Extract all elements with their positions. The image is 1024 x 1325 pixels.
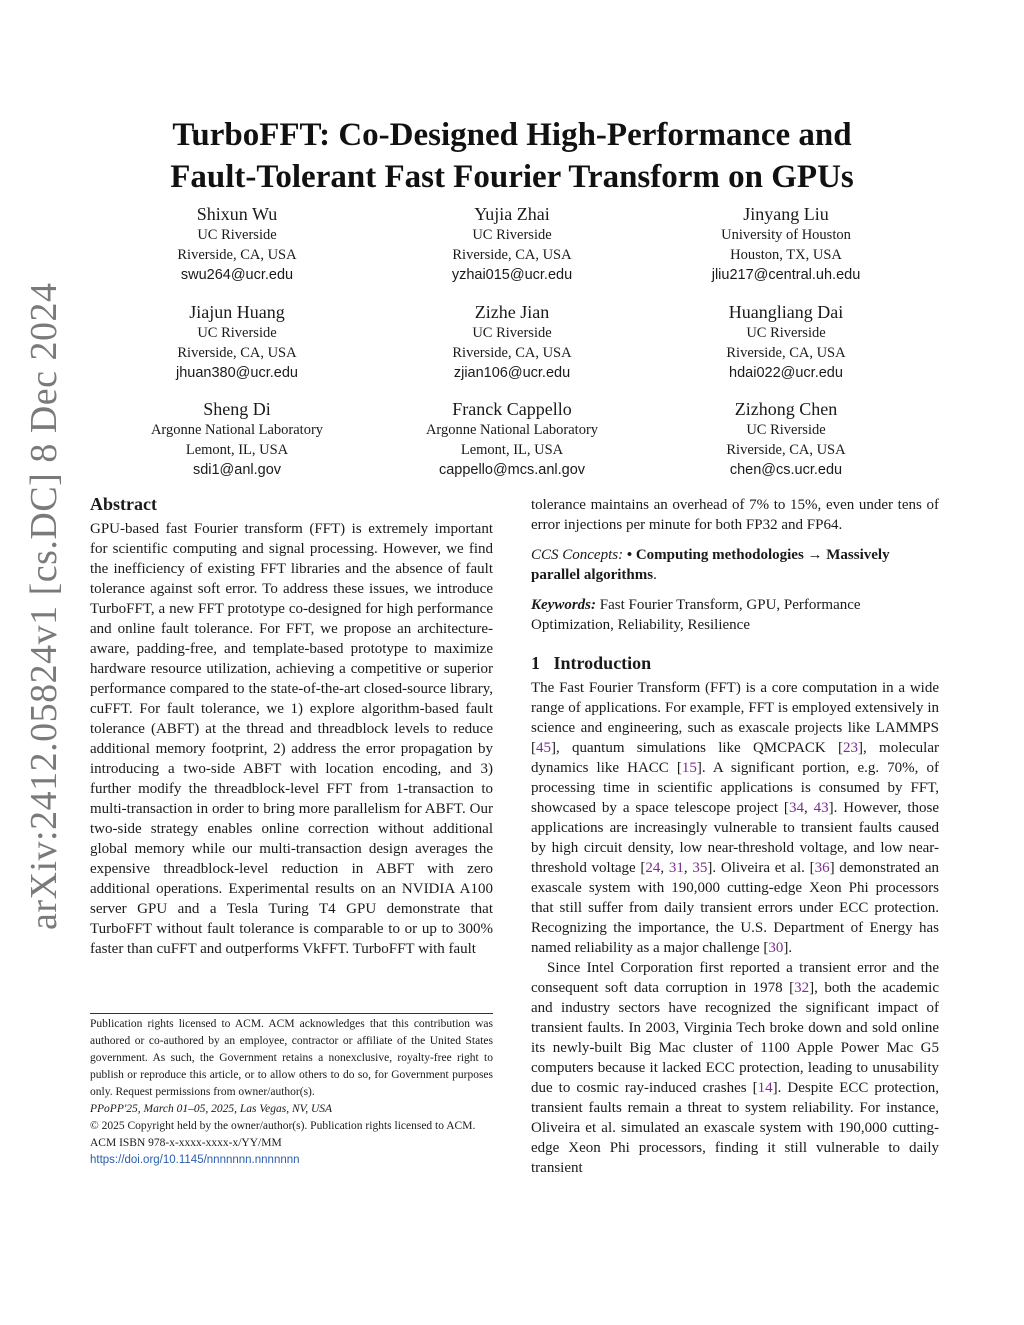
author-email[interactable]: sdi1@anl.gov: [192, 462, 282, 478]
venue-line: PPoPP'25, March 01–05, 2025, Las Vegas, NV, USA: [90, 1103, 333, 1115]
author-name: Yujia Zhai: [474, 204, 550, 224]
citation-link[interactable]: 32: [794, 980, 810, 996]
title-line-1: TurboFFT: Co-Designed High-Performance and: [172, 117, 852, 153]
intro-text-run: ], molecular dynamics like HACC [: [531, 740, 939, 776]
keywords: [531, 595, 939, 635]
intro-text-run: ,: [803, 800, 814, 816]
intro-paragraph-1: [531, 678, 939, 958]
abstract-text: GPU-based fast Fourier transform (FFT) is extremely important for scientific computing and signal processing. However, we find the inefficiency of existing FFT libraries and the absence of fault tolerance against soft error. To address these issues, we introduce TurboFFT, a new FFT prototype co-designed for high performance and online fault tolerance. For FFT, we propose an architecture-aware, padding-free, and template-based prototype to maximize hardware resource utilization, achieving a competitive or superior performance compared to the state-of-the-art closed-source library, cuFFT. For fault tolerance, we 1) explore algorithm-based fault tolerance (ABFT) at the thread and threadblock levels to reduce additional memory footprint, 2) address the error propagation by introducing a two-side ABFT with location encoding, and 3) further modify the threadblock-level FFT from 1-transaction to multi-transaction in order to bring more parallelism for ABFT. Our two-side strategy enables online correction without additional global memory while our multi-transaction design averages the expensive threadblock-level reduction in ABFT with zero additional operations. Experimental results on an NVIDIA A100 server GPU and a Tesla Turing T4 GPU demonstrate that TurboFFT without fault tolerance is comparable to or up to 300% faster than cuFFT and outperforms VkFFT. TurboFFT with fault: [90, 521, 493, 957]
intro-text-run: The Fast Fourier Transform (FFT) is a core computation in a wide range of applications. For example, FFT is employed extensively in science and engineering, such as exascale projects like LAMMPS [: [531, 680, 939, 756]
author-block: [87, 398, 387, 480]
author-block: [636, 203, 936, 285]
intro-text-run: ], both the academic and industry sectors have recognized the significant impact of transient faults. In 2003, Virginia Tech broke down and sold online its newly-built Big Mac cluster of 1100 Apple Power Mac G5 computers because it lacked ECC protection, leading to unusability due to cosmic ray-induced crashes [: [531, 980, 939, 1096]
author-block: [636, 398, 936, 480]
citation-link[interactable]: 24: [645, 860, 661, 876]
ccs-label: CCS Concepts:: [531, 547, 624, 563]
citation-link[interactable]: 34: [788, 800, 804, 816]
author-location: Lemont, IL, USA: [460, 442, 564, 458]
footnote-divider: [90, 1013, 493, 1014]
arxiv-stamp: arXiv:2412.05824v1 [cs.DC] 8 Dec 2024: [23, 282, 65, 930]
author-location: Riverside, CA, USA: [177, 247, 297, 263]
author-affiliation: UC Riverside: [197, 325, 277, 341]
author-location: Houston, TX, USA: [730, 247, 842, 263]
author-location: Riverside, CA, USA: [452, 345, 572, 361]
keywords-text: Fast Fourier Transform, GPU, Performance Optimization, Reliability, Resilience: [531, 597, 861, 633]
copyright-line: © 2025 Copyright held by the owner/author(s). Publication rights licensed to ACM.: [90, 1120, 476, 1132]
intro-text-run: ]. A significant portion, e.g. 70%, of processing time in scientific applications is consumed by FFT, showcased by a space telescope project [: [531, 760, 939, 816]
intro-text-run: ].: [783, 940, 793, 956]
paper-title: [0, 114, 1024, 198]
intro-text-run: ], quantum simulations like QMCPACK [: [551, 740, 844, 756]
title-line-2: Fault-Tolerant Fast Fourier Transform on GPUs: [170, 159, 854, 195]
author-affiliation: Argonne National Laboratory: [150, 422, 324, 438]
isbn-line: ACM ISBN 978-x-xxxx-xxxx-x/YY/MM: [90, 1137, 282, 1149]
author-email[interactable]: swu264@ucr.edu: [180, 267, 294, 283]
author-block: [636, 301, 936, 383]
author-affiliation: University of Houston: [721, 227, 851, 243]
author-affiliation: UC Riverside: [472, 227, 552, 243]
footnote: [90, 1016, 493, 1169]
citation-link[interactable]: 45: [536, 740, 551, 756]
ccs-concepts: [531, 545, 939, 585]
author-name: Shixun Wu: [196, 204, 278, 224]
intro-text-run: Since Intel Corporation first reported a transient error and the consequent soft data corruption in 1978 [: [531, 960, 939, 996]
doi-link[interactable]: https://doi.org/10.1145/nnnnnnn.nnnnnnn: [90, 1154, 300, 1166]
author-block: [362, 301, 662, 383]
keywords-label: Keywords:: [531, 597, 596, 613]
author-email[interactable]: jhuan380@ucr.edu: [176, 365, 298, 381]
intro-text-run: ]. Despite ECC protection, transient faults remain a threat to system reliability. For instance, Oliveira et al. simulated an exascale system with 190,000 cutting-edge Xeon Phi processors, finding it still vulnerable to daily transient: [531, 1080, 939, 1176]
intro-text-run: ]. Oliveira et al. [: [707, 860, 815, 876]
author-name: Jiajun Huang: [189, 302, 285, 322]
author-name: Franck Cappello: [452, 399, 572, 419]
author-location: Lemont, IL, USA: [185, 442, 289, 458]
citation-link[interactable]: 15: [681, 760, 697, 776]
author-affiliation: UC Riverside: [746, 325, 826, 341]
citation-link[interactable]: 30: [768, 940, 784, 956]
author-location: Riverside, CA, USA: [452, 247, 572, 263]
author-name: Jinyang Liu: [743, 204, 829, 224]
author-email[interactable]: zjian106@ucr.edu: [453, 365, 571, 381]
author-email[interactable]: cappello@mcs.anl.gov: [438, 462, 586, 478]
introduction-heading: 1 Introduction: [531, 653, 652, 673]
author-block: [362, 398, 662, 480]
author-affiliation: UC Riverside: [472, 325, 552, 341]
author-email[interactable]: jliu217@central.uh.edu: [711, 267, 861, 283]
author-name: Sheng Di: [203, 399, 271, 419]
ccs-end: .: [653, 567, 657, 583]
intro-text-run: ,: [683, 860, 693, 876]
intro-text-run: ,: [660, 860, 669, 876]
abstract-continuation: tolerance maintains an overhead of 7% to 15%, even under tens of error injections per minute for both FP32 and FP64.: [531, 497, 939, 533]
ccs-text: • Computing methodologies → Massively parallel algorithms: [531, 547, 890, 583]
citation-link[interactable]: 23: [843, 740, 859, 756]
author-affiliation: UC Riverside: [746, 422, 826, 438]
author-name: Huangliang Dai: [728, 302, 844, 322]
author-affiliation: Argonne National Laboratory: [425, 422, 599, 438]
left-column: [90, 492, 493, 959]
citation-link[interactable]: 35: [692, 860, 708, 876]
author-block: [362, 203, 662, 285]
intro-text-run: ]. However, those applications are increasingly vulnerable to transient faults caused by high circuit density, low near-threshold voltage, and low near-threshold voltage [: [531, 800, 939, 876]
author-name: Zizhong Chen: [734, 399, 838, 419]
author-block: [87, 301, 387, 383]
citation-link[interactable]: 31: [668, 860, 684, 876]
author-affiliation: UC Riverside: [197, 227, 277, 243]
author-email[interactable]: yzhai015@ucr.edu: [451, 267, 573, 283]
rights-notice: Publication rights licensed to ACM. ACM acknowledges that this contribution was authored or co-authored by an employee, contractor or affiliate of the United States government. As such, the Government retains a nonexclusive, royalty-free right to publish or reproduce this article, or to allow others to do so, for Government purposes only. Request permissions from owner/author(s).: [90, 1018, 493, 1098]
author-location: Riverside, CA, USA: [726, 442, 846, 458]
author-email[interactable]: hdai022@ucr.edu: [729, 365, 843, 381]
right-column: [531, 495, 939, 1178]
author-block: [87, 203, 387, 285]
author-email[interactable]: chen@cs.ucr.edu: [729, 462, 843, 478]
author-location: Riverside, CA, USA: [726, 345, 846, 361]
citation-link[interactable]: 43: [813, 800, 829, 816]
citation-link[interactable]: 36: [814, 860, 830, 876]
intro-paragraph-2: [531, 958, 939, 1178]
intro-text-run: ] demonstrated an exascale system with 190,000 cutting-edge Xeon Phi processors that still suffer from daily transient errors under ECC protection. Recognizing the importance, the U.S. Department of Energy has named reliability as a major challenge [: [531, 860, 939, 956]
author-name: Zizhe Jian: [474, 302, 550, 322]
author-location: Riverside, CA, USA: [177, 345, 297, 361]
citation-link[interactable]: 14: [757, 1080, 773, 1096]
abstract-heading: Abstract: [90, 494, 157, 514]
